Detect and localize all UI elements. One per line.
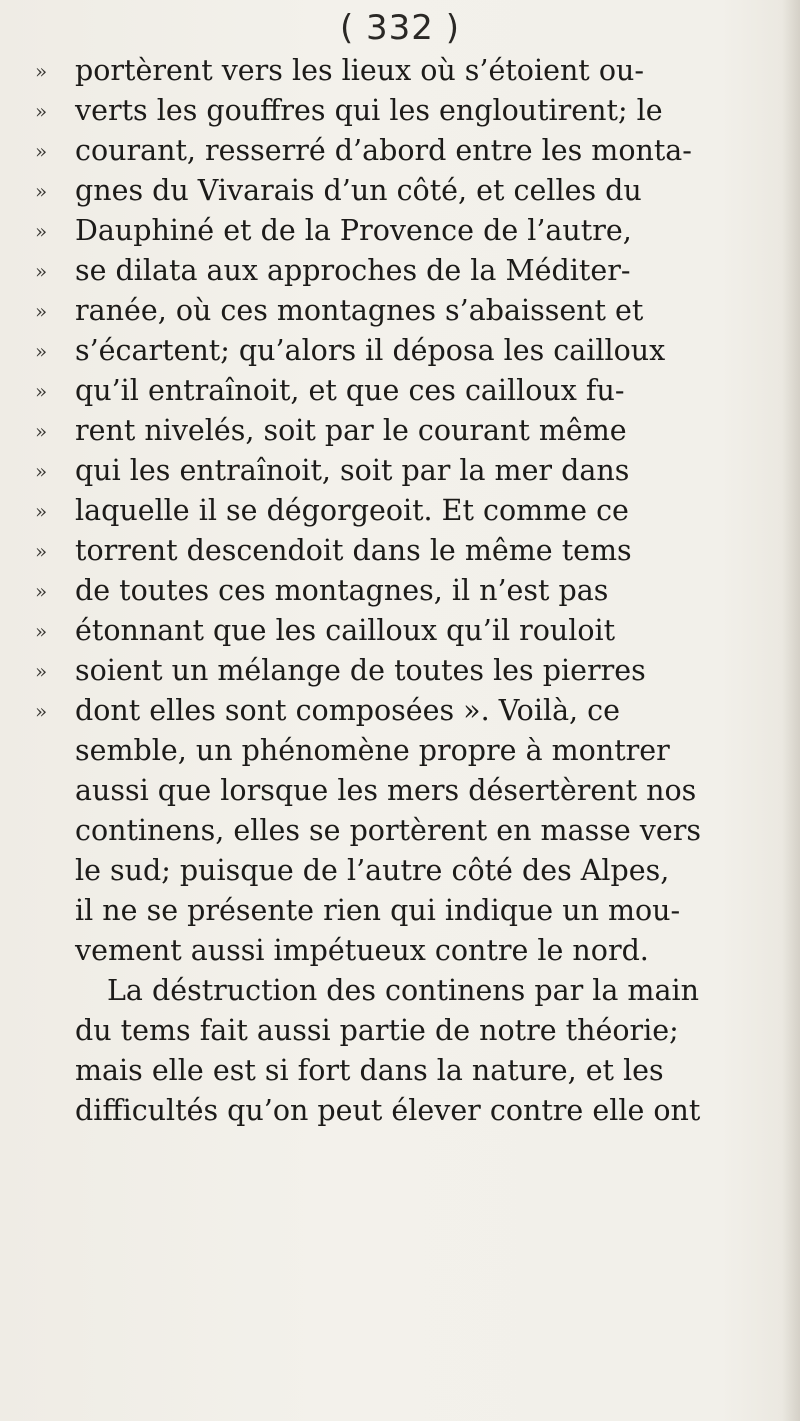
- line-text: mais elle est si fort dans la nature, et les: [75, 1054, 664, 1087]
- text-line: [35, 51, 785, 91]
- text-line: [75, 931, 785, 971]
- line-text: le sud; puisque de l’autre côté des Alpes,: [75, 854, 670, 887]
- text-line: [75, 851, 785, 891]
- line-text: difficultés qu’on peut élever contre elle ont: [75, 1094, 701, 1127]
- text-line: [35, 171, 785, 211]
- line-text: qui les entraînoit, soit par la mer dans: [75, 454, 630, 487]
- line-text: s’écartent; qu’alors il déposa les cailloux: [75, 334, 666, 367]
- text-line: [35, 651, 785, 691]
- line-text: vement aussi impétueux contre le nord.: [75, 934, 649, 967]
- quote-mark: »: [35, 459, 48, 483]
- text-line: [35, 531, 785, 571]
- line-text: se dilata aux approches de la Méditer-: [75, 254, 631, 287]
- text-line: [75, 811, 785, 851]
- line-text: ranée, où ces montagnes s’abaissent et: [75, 294, 644, 327]
- line-text: courant, resserré d’abord entre les monta-: [75, 134, 692, 167]
- text-line: [35, 691, 785, 731]
- quote-mark: »: [35, 579, 48, 603]
- quote-mark: »: [35, 619, 48, 643]
- line-text: rent nivelés, soit par le courant même: [75, 414, 627, 447]
- quote-mark: »: [35, 419, 48, 443]
- line-text: portèrent vers les lieux où s’étoient ou-: [75, 54, 644, 87]
- quote-mark: »: [35, 299, 48, 323]
- quote-mark: »: [35, 99, 48, 123]
- line-text: qu’il entraînoit, et que ces cailloux fu-: [75, 374, 625, 407]
- line-text: du tems fait aussi partie de notre théorie;: [75, 1014, 679, 1047]
- text-line: [35, 291, 785, 331]
- line-text: dont elles sont composées ». Voilà, ce: [75, 694, 621, 727]
- text-line: [35, 211, 785, 251]
- quote-mark: »: [35, 259, 48, 283]
- line-text: étonnant que les cailloux qu’il rouloit: [75, 614, 616, 647]
- quote-mark: »: [35, 219, 48, 243]
- quote-mark: »: [35, 659, 48, 683]
- quote-mark: »: [35, 139, 48, 163]
- body-text: [35, 51, 785, 1131]
- text-line: [35, 491, 785, 531]
- quote-mark: »: [35, 539, 48, 563]
- paragraph-start-line: [75, 971, 785, 1011]
- text-line: [35, 131, 785, 171]
- line-text: laquelle il se dégorgeoit. Et comme ce: [75, 494, 629, 527]
- line-text: soient un mélange de toutes les pierres: [75, 654, 646, 687]
- line-text: de toutes ces montagnes, il n’est pas: [75, 574, 609, 607]
- text-line: [75, 1091, 785, 1131]
- quote-mark: »: [35, 179, 48, 203]
- quote-mark: »: [35, 499, 48, 523]
- line-text: gnes du Vivarais d’un côté, et celles du: [75, 174, 642, 207]
- line-text: torrent descendoit dans le même tems: [75, 534, 632, 567]
- text-line: [75, 771, 785, 811]
- text-line: [75, 1011, 785, 1051]
- text-line: [35, 91, 785, 131]
- line-text: il ne se présente rien qui indique un mou-: [75, 894, 681, 927]
- quote-mark: »: [35, 699, 48, 723]
- quote-mark: »: [35, 59, 48, 83]
- quote-mark: »: [35, 379, 48, 403]
- text-line: [35, 611, 785, 651]
- line-text: verts les gouffres qui les engloutirent; le: [75, 94, 663, 127]
- text-line: [35, 371, 785, 411]
- line-text: semble, un phénomène propre à montrer: [75, 734, 670, 767]
- text-line: [35, 571, 785, 611]
- line-text: continens, elles se portèrent en masse vers: [75, 814, 701, 847]
- text-line: [75, 1051, 785, 1091]
- text-line: [75, 731, 785, 771]
- line-text: Dauphiné et de la Provence de l’autre,: [75, 214, 632, 247]
- text-line: [35, 451, 785, 491]
- quote-mark: »: [35, 339, 48, 363]
- line-text: aussi que lorsque les mers désertèrent nos: [75, 774, 697, 807]
- line-text: La déstruction des continens par la main: [107, 974, 699, 1007]
- text-line: [35, 251, 785, 291]
- text-line: [35, 331, 785, 371]
- page-number: ( 332 ): [339, 8, 461, 48]
- text-line: [75, 891, 785, 931]
- text-line: [35, 411, 785, 451]
